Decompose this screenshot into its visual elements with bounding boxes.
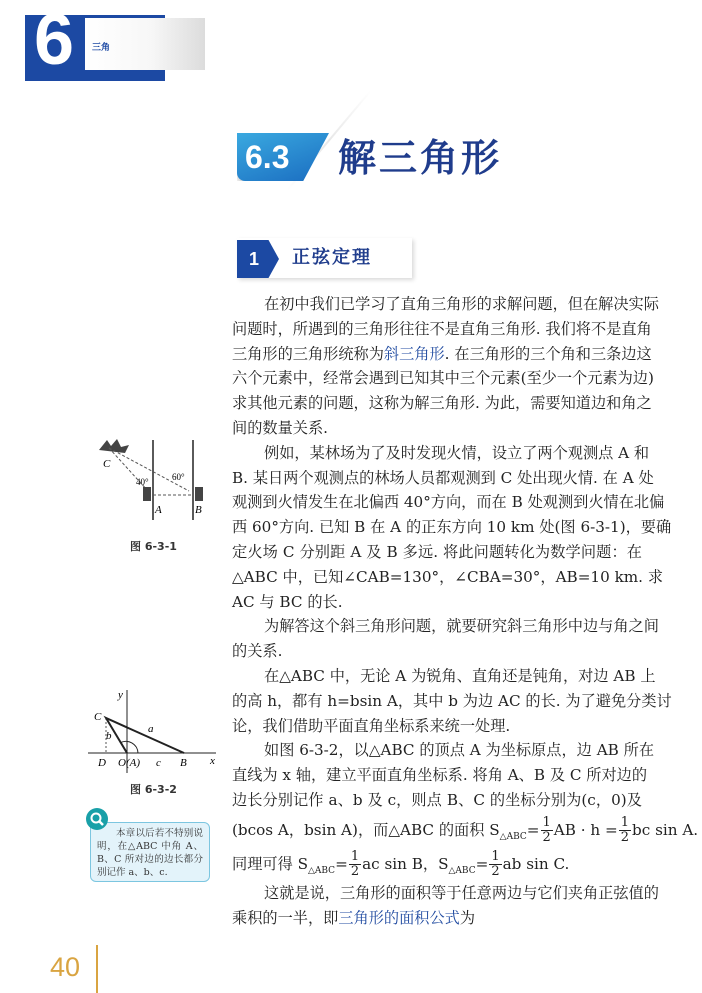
page-number: 40	[50, 952, 81, 982]
text: 为	[459, 908, 475, 927]
text-line: 如图 6-3-2，以△ABC 的顶点 A 为坐标原点，边 AB 所在	[264, 741, 655, 760]
text-line: 六个元素中，经常会遇到已知其中三个元素(至少一个元素为边)	[232, 369, 654, 388]
numerator: 1	[491, 849, 500, 865]
text: 乘积的一半，即	[232, 908, 339, 927]
text-line: 的高 h，都有 h=bsin A，其中 b 为边 AC 的长. 为了避免分类讨	[232, 691, 672, 710]
text-line: 间的数量关系.	[232, 418, 328, 437]
label-angle-60: 60°	[172, 472, 185, 482]
label-x: x	[210, 755, 215, 767]
figure-6-3-2	[88, 688, 218, 773]
label-c: C	[103, 458, 111, 470]
text-line: AC 与 BC 的长.	[232, 592, 343, 611]
text: =	[475, 854, 489, 873]
formula-line-area-2	[232, 847, 642, 881]
subscript: △ABC	[307, 865, 336, 876]
magnifier-icon	[86, 808, 108, 830]
fraction	[541, 816, 553, 845]
numerator: 1	[542, 815, 551, 831]
text-line: 直线为 x 轴，建立平面直角坐标系. 将角 A、B 及 C 所对边的	[232, 766, 648, 785]
figure-6-3-1	[85, 435, 220, 530]
section-number: 6.3	[245, 139, 290, 175]
text-line: 这就是说，三角形的面积等于任意两边与它们夹角正弦值的	[264, 883, 659, 902]
text-line: 论，我们借助平面直角坐标系来统一处理.	[232, 716, 511, 735]
text-line: 边长分别记作 a、b 及 c，则点 B、C 的坐标分别为(c，0)及	[232, 790, 642, 809]
text: (bcos A，bsin A)，而△ABC 的面积 S	[232, 820, 500, 839]
label-y: y	[118, 689, 123, 701]
figure-caption: 图 6-3-1	[130, 540, 177, 553]
fraction	[349, 850, 361, 879]
text-line: 在△ABC 中，无论 A 为锐角、直角还是钝角，对边 AB 上	[264, 666, 656, 685]
chapter-name: 三角	[92, 43, 111, 53]
text: bc sin A.	[632, 820, 699, 839]
note-text: 本章以后若不特别说明，在△ABC 中角 A、B、C 所对边的边长都分别记作 a、b、c.	[97, 828, 203, 878]
text-line: 问题时，所遇到的三角形往往不是直角三角形. 我们将不是直角	[232, 319, 652, 338]
denominator: 2	[620, 830, 630, 846]
text: . 在三角形的三个角和三条边这	[444, 344, 652, 363]
text-line: 的关系.	[232, 642, 283, 661]
label-angle-40: 40°	[136, 477, 149, 487]
fraction	[489, 850, 501, 879]
text-line: 观测到火情发生在北偏西 40°方向，而在 B 处观测到火情在北偏	[232, 493, 665, 512]
formula-line-area	[232, 813, 699, 847]
label-origin: O(A)	[118, 757, 140, 769]
tower-b-icon	[195, 487, 203, 501]
numerator: 1	[620, 815, 630, 831]
text-line: B. 某日两个观测点的林场人员都观测到 C 处出现火情. 在 A 处	[232, 468, 654, 487]
term-area-formula: 三角形的面积公式	[338, 908, 460, 927]
label-side-c: c	[156, 757, 161, 769]
subsection-title: 正弦定理	[292, 247, 372, 268]
text-line: 例如，某林场为了及时发现火情，设立了两个观测点 A 和	[264, 443, 650, 462]
text: 同理可得 S	[232, 854, 308, 873]
tower-a-icon	[143, 487, 151, 501]
line-cb	[109, 448, 189, 491]
section-title: 解三角形	[338, 136, 503, 180]
side-note	[90, 822, 210, 882]
denominator: 2	[350, 864, 360, 880]
label-a: A	[155, 504, 162, 516]
text: AB · h =	[553, 820, 618, 839]
label-b: B	[195, 504, 202, 516]
label-side-a: a	[148, 723, 154, 735]
text: =	[335, 854, 348, 873]
label-side-b: b	[106, 730, 112, 742]
term-oblique-triangle: 斜三角形	[383, 344, 445, 363]
text-line: 定火场 C 分别距 A 及 B 多远. 将此问题转化为数学问题：在	[232, 542, 642, 561]
text-line	[232, 342, 652, 367]
subscript: △ABC	[448, 865, 476, 876]
text-line: 求其他元素的问题，这称为解三角形. 为此，需要知道边和角之	[232, 394, 652, 413]
text-line: 在初中我们已学习了直角三角形的求解问题，但在解决实际	[264, 295, 659, 313]
text-line: △ABC 中，已知∠CAB=130°，∠CBA=30°，AB=10 km. 求	[232, 567, 664, 586]
text-line: 西 60°方向. 已知 B 在 A 的正东方向 10 km 处(图 6-3-1)，要确	[232, 518, 672, 537]
text-line	[232, 906, 642, 931]
text: =	[526, 820, 540, 839]
triangle	[106, 718, 184, 753]
fraction	[619, 816, 631, 845]
chapter-number: 6	[34, 0, 75, 80]
numerator: 1	[350, 849, 360, 865]
label-c: C	[94, 711, 102, 723]
body-text	[232, 292, 699, 930]
page-divider	[96, 945, 98, 993]
text: ac sin B，S	[362, 854, 449, 873]
figure-caption: 图 6-3-2	[130, 783, 177, 796]
denominator: 2	[542, 830, 551, 846]
subsection-number: 1	[249, 249, 260, 269]
label-d: D	[98, 757, 106, 769]
denominator: 2	[491, 864, 500, 880]
text: 三角形的三角形统称为	[232, 344, 384, 363]
subscript: △ABC	[499, 831, 527, 842]
text: ab sin C.	[502, 854, 570, 873]
label-b: B	[180, 757, 187, 769]
text-line: 为解答这个斜三角形问题，就要研究斜三角形中边与角之间	[264, 617, 659, 636]
